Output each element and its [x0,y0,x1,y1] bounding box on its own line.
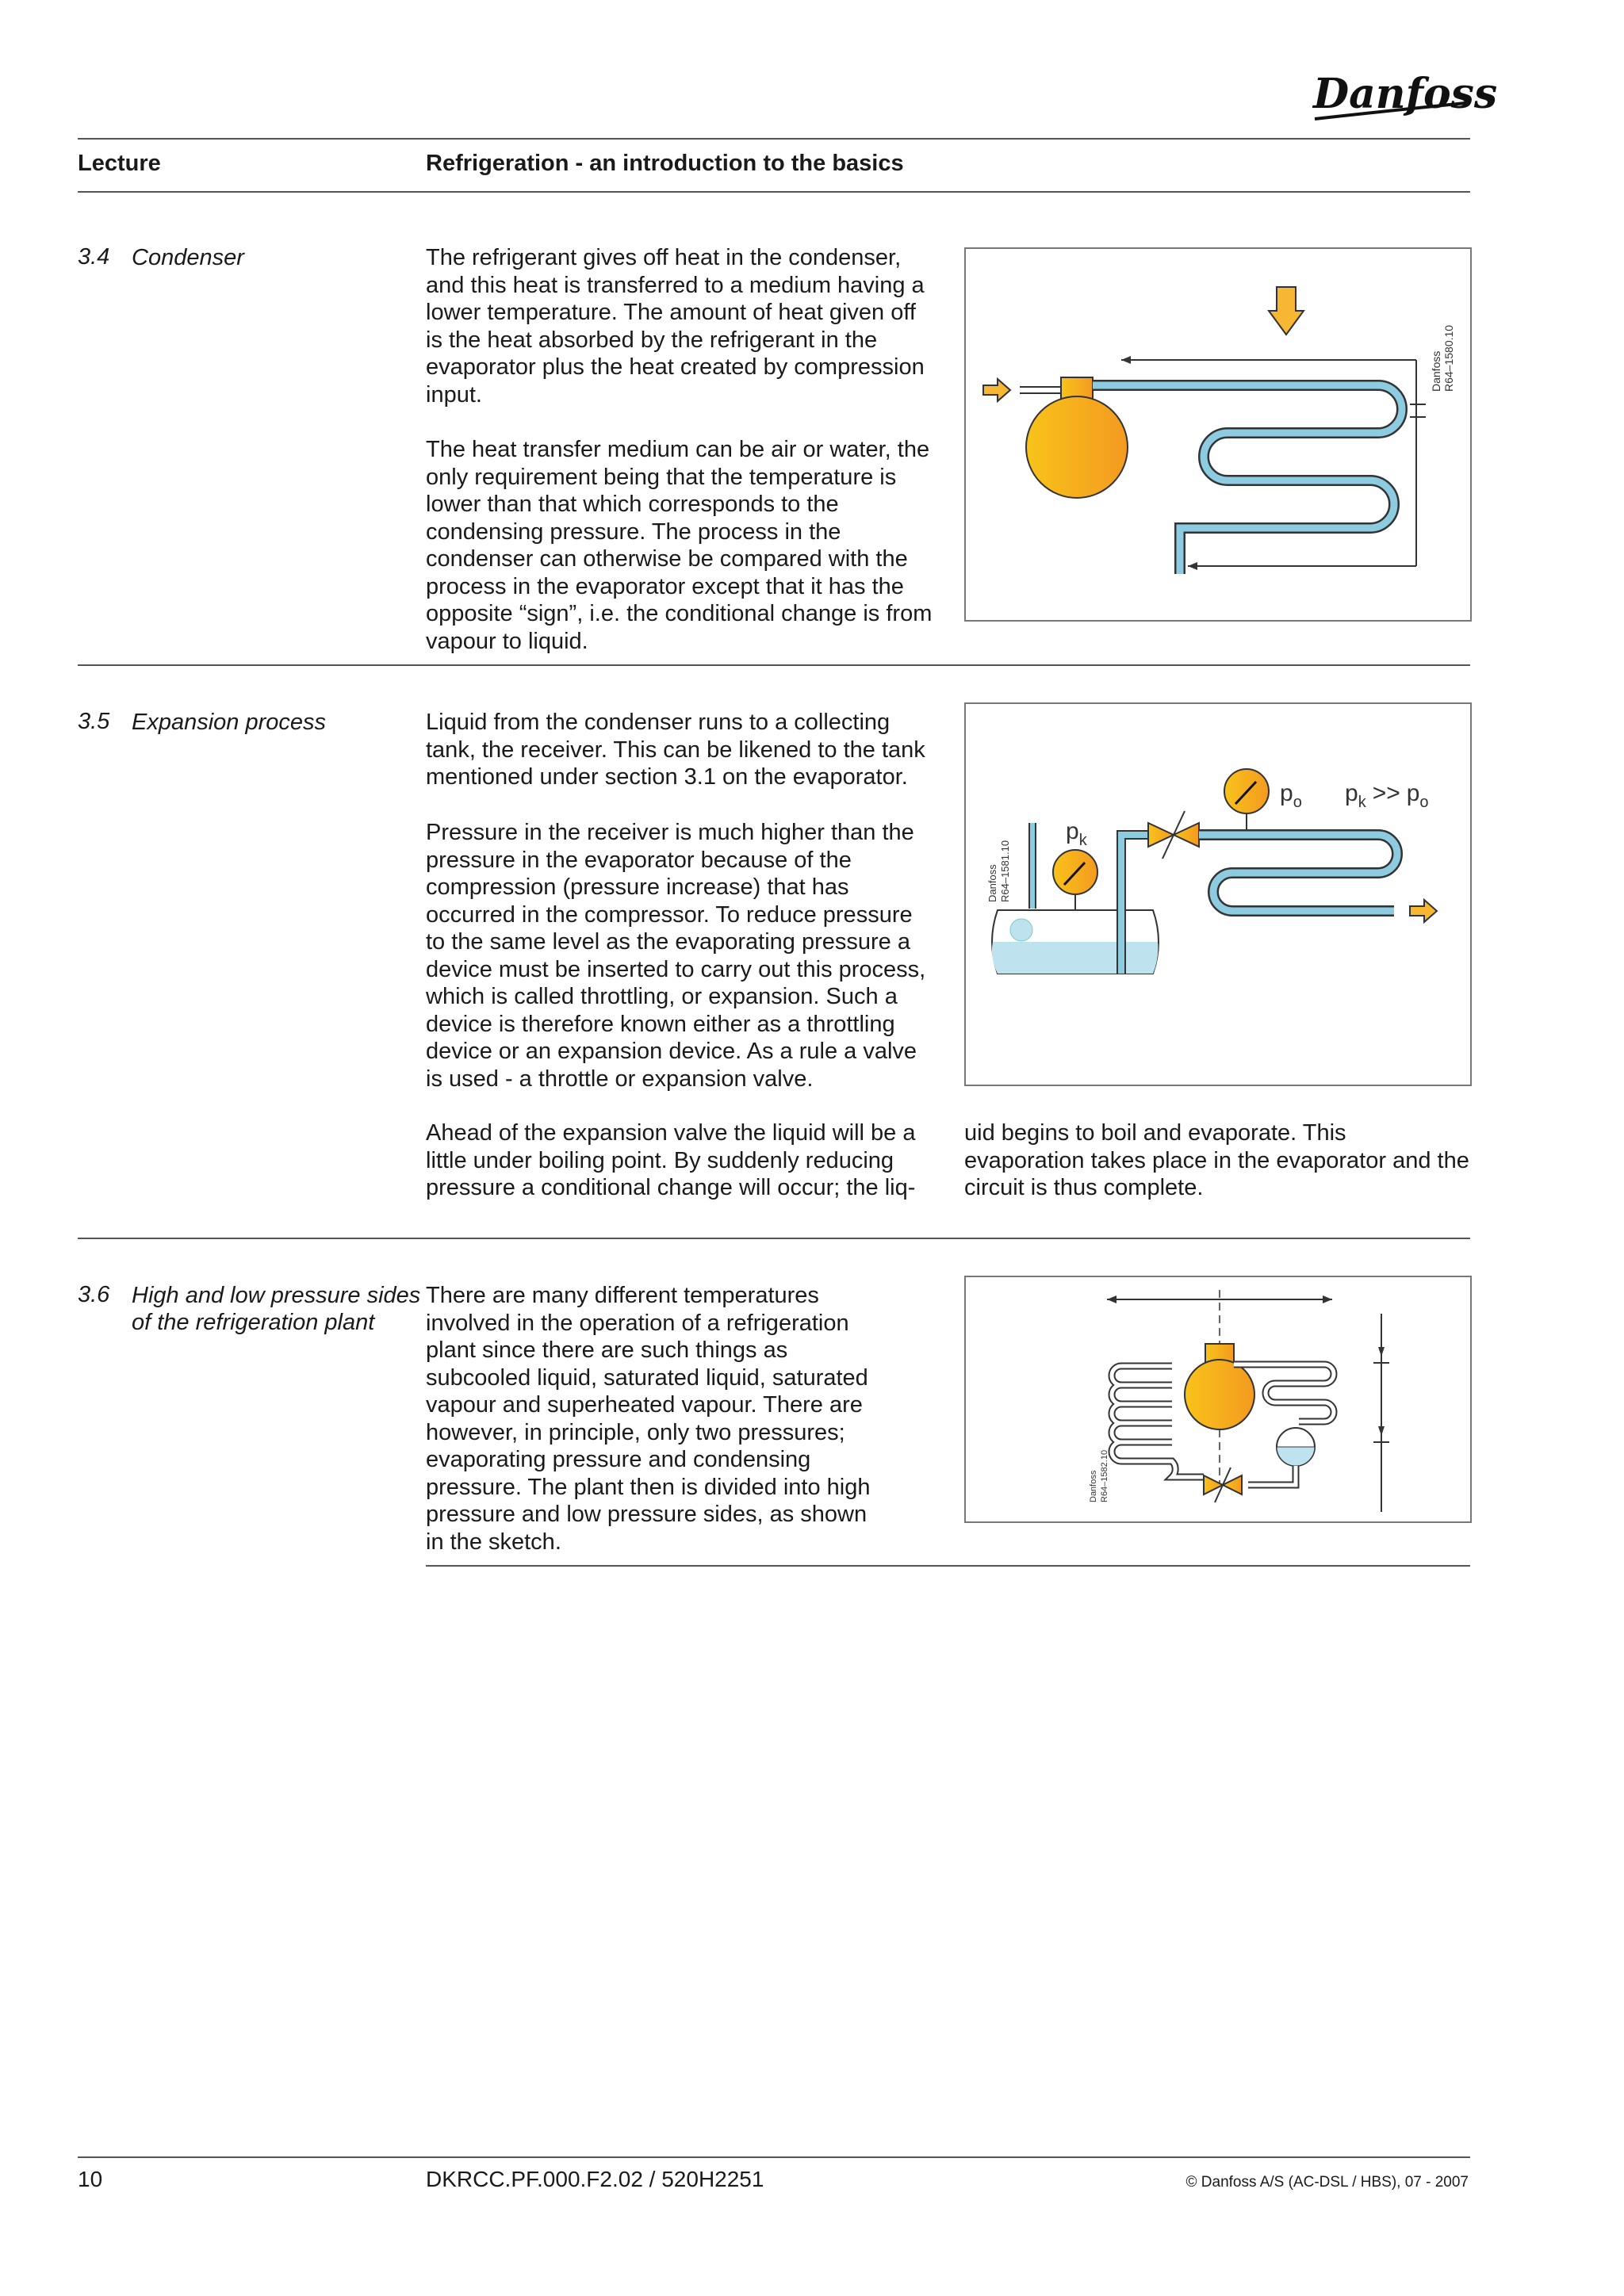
section-end-rule [426,1565,1470,1567]
section-paragraph: The heat transfer medium can be air or water, the only requirement being that the temperature is lower than that which corresponds to the condensing pressure. The process in the condenser can otherwise be compared with the process in the evaporator except that it has the opposite “sign”, i.e. the conditional change is from vapour to liquid. [426,437,933,654]
section-paragraph: uid begins to boil and evaporate. This evaporation takes place in the evaporator and the circuit is thus complete. [964,1120,1469,1200]
page-number: 10 [78,2167,103,2191]
figure-code: R64–1581.10 [999,840,1011,902]
section-divider [78,1238,1470,1239]
figure-code: Danfoss [1089,1470,1098,1502]
section-number: 3.6 [78,1282,110,1307]
section-title: Condenser [132,245,244,270]
pressure-relation: $p_k >> p_o$ [1345,780,1429,811]
figure-code: Danfoss [986,864,998,902]
section-paragraph: The refrigerant gives off heat in the condenser, and this heat is transferred to a medium having a lower temperature. The amount of heat given off is the heat absorbed by the refrigerant in the evaporator plus the heat created by compression input. [426,245,925,408]
figure-code: R64–1582.10 [1100,1449,1109,1502]
condenser-figure [964,247,1472,622]
po-label-subscript: o [1293,794,1302,811]
expansion-figure [964,702,1472,1086]
expansion-diagram [966,704,1470,1085]
pk-label-subscript: k [1078,832,1087,849]
section-paragraph: There are many different temperatures involved in the operation of a refrigeration plant since there are such things as subcooled liquid, saturated liquid, saturated vapour and superheated vapour. There are however, in principle, only two pressures; evaporating pressure and condensing pressure. The plant then is divided into high pressure and low pressure sides, as shown in the sketch. [426,1283,871,1555]
section-number: 3.5 [78,709,110,734]
brand-wordmark: Danfoss [1313,70,1498,118]
section-paragraph: Pressure in the receiver is much higher than the pressure in the evaporator because of the compression (pressure increase) that has occurred in the compressor. To reduce pressure to the same level as the evaporating pressure a device must be inserted to carry out this process, which is called throttling, or expansion. Such a device is therefore known either as a throttling device or an expansion device. As a rule a valve is used - a throttle or expansion valve. [426,820,926,1092]
figure-code: Danfoss [1430,350,1442,392]
condenser-diagram [966,249,1470,620]
copyright: © Danfoss A/S (AC-DSL / HBS), 07 - 2007 [1185,2174,1469,2191]
po-label: p [1280,780,1293,806]
section-number: 3.4 [78,244,110,270]
page-title: Refrigeration - an introduction to the basics [426,151,904,176]
pk-label: p [1066,818,1079,844]
section-paragraph: Liquid from the condenser runs to a collecting tank, the receiver. This can be likened to the tank mentioned under section 3.1 on the evaporator. [426,710,925,790]
section-divider [78,664,1470,666]
danfoss-logo [1307,62,1498,125]
pressure-sides-figure [964,1276,1472,1523]
header-bottom-rule [78,191,1470,193]
footer-rule [78,2156,1470,2158]
header-top-rule [78,138,1470,140]
pressure-sides-diagram [966,1277,1470,1521]
header-label: Lecture [78,151,161,176]
svg-text:po [1280,780,1302,811]
document-code: DKRCC.PF.000.F2.02 / 520H2251 [426,2167,764,2191]
section-title-line1: High and low pressure sides [132,1283,421,1308]
svg-text:pk [1066,818,1088,849]
figure-code: R64–1580.10 [1442,324,1455,392]
section-title: Expansion process [132,710,327,735]
section-title-line2: of the refrigeration plant [132,1310,375,1335]
section-paragraph: Ahead of the expansion valve the liquid will be a little under boiling point. By suddenly reducing pressure a conditional change will occur; the liq- [426,1120,916,1200]
